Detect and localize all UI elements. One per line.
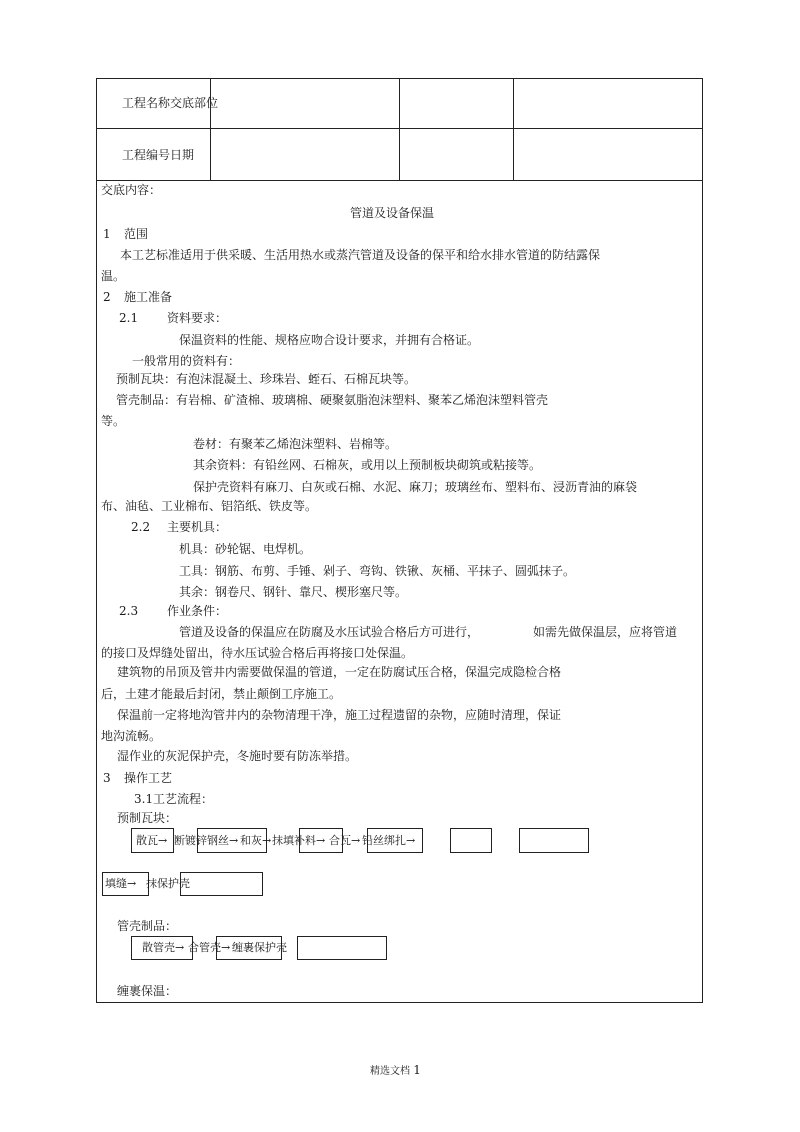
section-2-2-para-2: 工具：钢筋、布剪、手锤、剁子、弯钩、铁锹、灰桶、平抹子、圆弧抹子。 (179, 564, 576, 578)
section-2-1-para-6: 其余资料：有铅丝网、石棉灰，或用以上预制板块砌筑或粘接等。 (193, 458, 542, 472)
flow-2-step-1: 散管壳→ (142, 941, 185, 954)
section-3-1-title: 工艺流程： (153, 792, 214, 806)
section-2-1-para-7a: 保护壳资料有麻刀、白灰或石棉、水泥、麻刀；玻璃丝布、塑料布、浸沥青油的麻袋 (193, 480, 638, 494)
section-2-2-title: 主要机具： (167, 520, 228, 534)
section-2-3-para-7: 湿作业的灰泥保护壳，冬施时要有防冻举措。 (117, 749, 358, 763)
section-2-number: 2 (103, 290, 111, 304)
section-1-para-2: 温。 (101, 269, 126, 283)
section-2-3-para-6: 地沟流畅。 (101, 729, 162, 743)
section-2-3-para-5: 保温前一定将地沟管井内的杂物清理干净，施工过程遗留的杂物，应随时清理，保证 (117, 708, 562, 722)
flow-1-step-3: 和灰→ (240, 834, 272, 847)
section-2-1-para-4b: 等。 (101, 414, 126, 428)
flow-1-label: 预制瓦块： (117, 811, 178, 825)
section-2-3-para-2: 的接口及焊缝处留出，待水压试验合格后再将接口处保温。 (101, 646, 414, 660)
section-2-2-number: 2.2 (131, 520, 151, 534)
header-col-divider-2 (399, 78, 400, 180)
section-2-2-para-1: 机具：砂轮锯、电焊机。 (179, 542, 312, 556)
header-row1-label: 工程名称交底部位 (122, 96, 219, 110)
flow-1-step-4: 抹填补料→ (272, 834, 326, 847)
section-2-1-para-5: 卷材：有聚苯乙烯泡沫塑料、岩棉等。 (193, 437, 398, 451)
section-3-1-number: 3.1 (134, 792, 154, 806)
section-2-1-para-3: 预制瓦块：有泡沫混凝土、珍珠岩、蛭石、石棉瓦块等。 (116, 372, 417, 386)
section-2-3-para-3: 建筑物的吊顶及管井内需要做保温的管道，一定在防腐试压合格，保温完成隐检合格 (117, 665, 562, 679)
flow-1-step-1: 散瓦→ (136, 834, 168, 847)
flow-1-box-6 (519, 828, 589, 853)
section-2-3-para-4: 后，土建才能最后封闭，禁止颠倒工序施工。 (101, 687, 342, 701)
footer-text: 精选文档 (370, 1066, 410, 1077)
section-2-1-para-4a: 管壳制品：有岩棉、矿渣棉、玻璃棉、硬聚氨脂泡沫塑料、聚苯乙烯泡沫塑料管壳 (116, 393, 549, 407)
flow-2-box-3 (297, 936, 387, 960)
header-row2-label: 工程编号日期 (122, 148, 195, 162)
flow-2-label: 管壳制品： (117, 919, 178, 933)
flow-1-step-6: 铅丝绑扎→ (362, 834, 416, 847)
section-2-2-para-3: 其余：钢卷尺、钢针、靠尺、楔形塞尺等。 (179, 585, 408, 599)
section-2-3-para-1a: 管道及设备的保温应在防腐及水压试验合格后方可进行， (179, 625, 480, 639)
section-3-number: 3 (103, 771, 111, 785)
intro-label: 交底内容： (101, 183, 162, 197)
section-2-3-title: 作业条件： (167, 604, 228, 618)
section-2-1-para-1: 保温资料的性能、规格应吻合设计要求，并拥有合格证。 (179, 333, 480, 347)
section-2-1-number: 2.1 (119, 311, 139, 325)
flow-2-step-2: 合管壳→ (188, 941, 231, 954)
section-1-title: 范围 (124, 227, 149, 241)
flow-1-step-5: 合瓦→ (329, 834, 361, 847)
section-1-para-1: 本工艺标准适用于供采暖、生活用热水或蒸汽管道及设备的保平和给水排水管道的防结露保 (120, 248, 601, 262)
header-col-divider-1 (210, 78, 211, 180)
section-2-1-para-2: 一般常用的资料有： (132, 354, 241, 368)
flow-1-box-8 (180, 872, 263, 896)
section-1-number: 1 (103, 227, 111, 241)
flow-1-box-5 (450, 828, 492, 853)
page-footer (370, 1062, 421, 1077)
page-number: 1 (413, 1063, 421, 1077)
section-2-3-number: 2.3 (119, 604, 139, 618)
header-bottom-border (96, 180, 703, 181)
section-2-title: 施工准备 (124, 290, 173, 304)
doc-title: 管道及设备保温 (350, 206, 435, 220)
flow-1-step-2: 断镀锌钢丝→ (174, 834, 239, 847)
flow-2-step-3: 缠裹保护壳 (232, 941, 287, 954)
section-2-3-para-1b: 如需先做保温层，应将管道 (533, 625, 678, 639)
flow-3-label: 缠裹保温： (117, 984, 178, 998)
section-2-1-title: 资料要求： (167, 311, 228, 325)
section-3-title: 操作工艺 (124, 771, 173, 785)
flow-1-step-7: 填缝→ (105, 877, 137, 890)
section-2-1-para-7b: 布、油毡、工业棉布、铝箔纸、铁皮等。 (101, 499, 318, 513)
flow-1-step-8: 抹保护壳 (146, 877, 190, 890)
header-col-divider-3 (513, 78, 514, 180)
